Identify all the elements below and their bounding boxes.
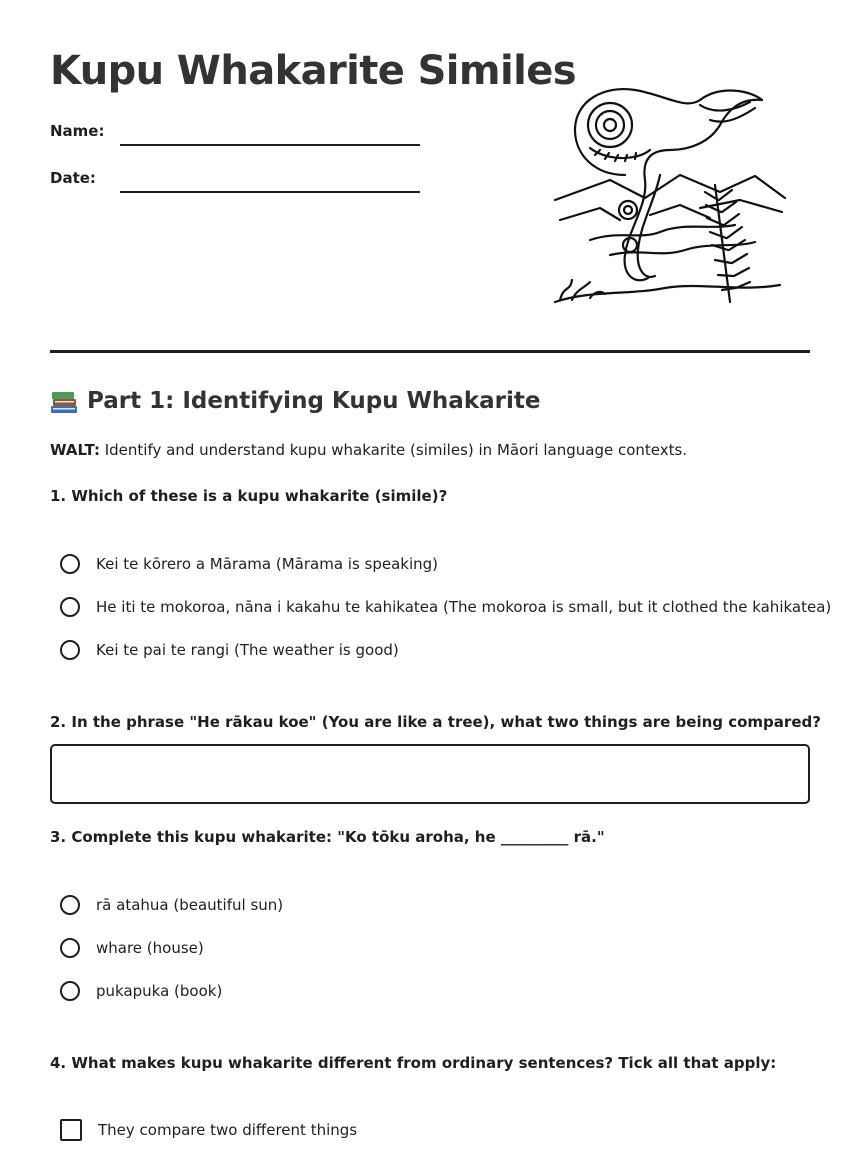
option-label: Kei te pai te rangi (The weather is good) xyxy=(96,641,399,659)
q1-option-2[interactable] xyxy=(60,597,831,617)
section-divider xyxy=(50,350,810,353)
option-label: rā atahua (beautiful sun) xyxy=(96,896,284,914)
option-label: pukapuka (book) xyxy=(96,982,223,1000)
page-title: Kupu Whakarite Similes xyxy=(50,48,576,94)
option-label: They compare two different things xyxy=(98,1121,358,1139)
q4-option-1[interactable] xyxy=(60,1119,357,1141)
walt-statement xyxy=(50,441,687,459)
q3-option-1[interactable] xyxy=(60,895,283,915)
q3-option-3[interactable] xyxy=(60,981,222,1001)
radio-button[interactable] xyxy=(60,895,80,915)
option-label: Kei te kōrero a Mārama (Mārama is speaking) xyxy=(96,555,439,573)
part1-heading xyxy=(50,388,540,414)
question-2: 2. In the phrase "He rākau koe" (You are like a tree), what two things are being compared? xyxy=(50,713,821,731)
radio-button[interactable] xyxy=(60,938,80,958)
radio-button[interactable] xyxy=(60,597,80,617)
q1-option-3[interactable] xyxy=(60,640,399,660)
checkbox[interactable] xyxy=(60,1119,82,1141)
q2-answer-box[interactable] xyxy=(50,744,810,804)
date-field xyxy=(50,169,96,187)
radio-button[interactable] xyxy=(60,554,80,574)
name-line[interactable] xyxy=(120,144,420,146)
option-label: He iti te mokoroa, nāna i kakahu te kahikatea (The mokoroa is small, but it clothed the kahikatea) xyxy=(96,598,832,616)
option-label: whare (house) xyxy=(96,939,204,957)
question-1: 1. Which of these is a kupu whakarite (simile)? xyxy=(50,487,448,505)
walt-text: Identify and understand kupu whakarite (similes) in Māori language contexts. xyxy=(99,441,688,459)
radio-button[interactable] xyxy=(60,981,80,1001)
books-icon xyxy=(50,388,78,414)
name-field xyxy=(50,122,104,140)
radio-button[interactable] xyxy=(60,640,80,660)
question-4: 4. What makes kupu whakarite different from ordinary sentences? Tick all that apply: xyxy=(50,1054,777,1072)
part1-heading-text: Part 1: Identifying Kupu Whakarite xyxy=(87,388,541,414)
q3-option-2[interactable] xyxy=(60,938,204,958)
walt-label: WALT: xyxy=(50,441,100,459)
q1-option-1[interactable] xyxy=(60,554,438,574)
date-label: Date: xyxy=(50,169,96,187)
koru-fern-illustration xyxy=(550,80,790,312)
question-3: 3. Complete this kupu whakarite: "Ko tōku aroha, he _________ rā." xyxy=(50,828,605,846)
date-line[interactable] xyxy=(120,191,420,193)
name-label: Name: xyxy=(50,122,105,140)
